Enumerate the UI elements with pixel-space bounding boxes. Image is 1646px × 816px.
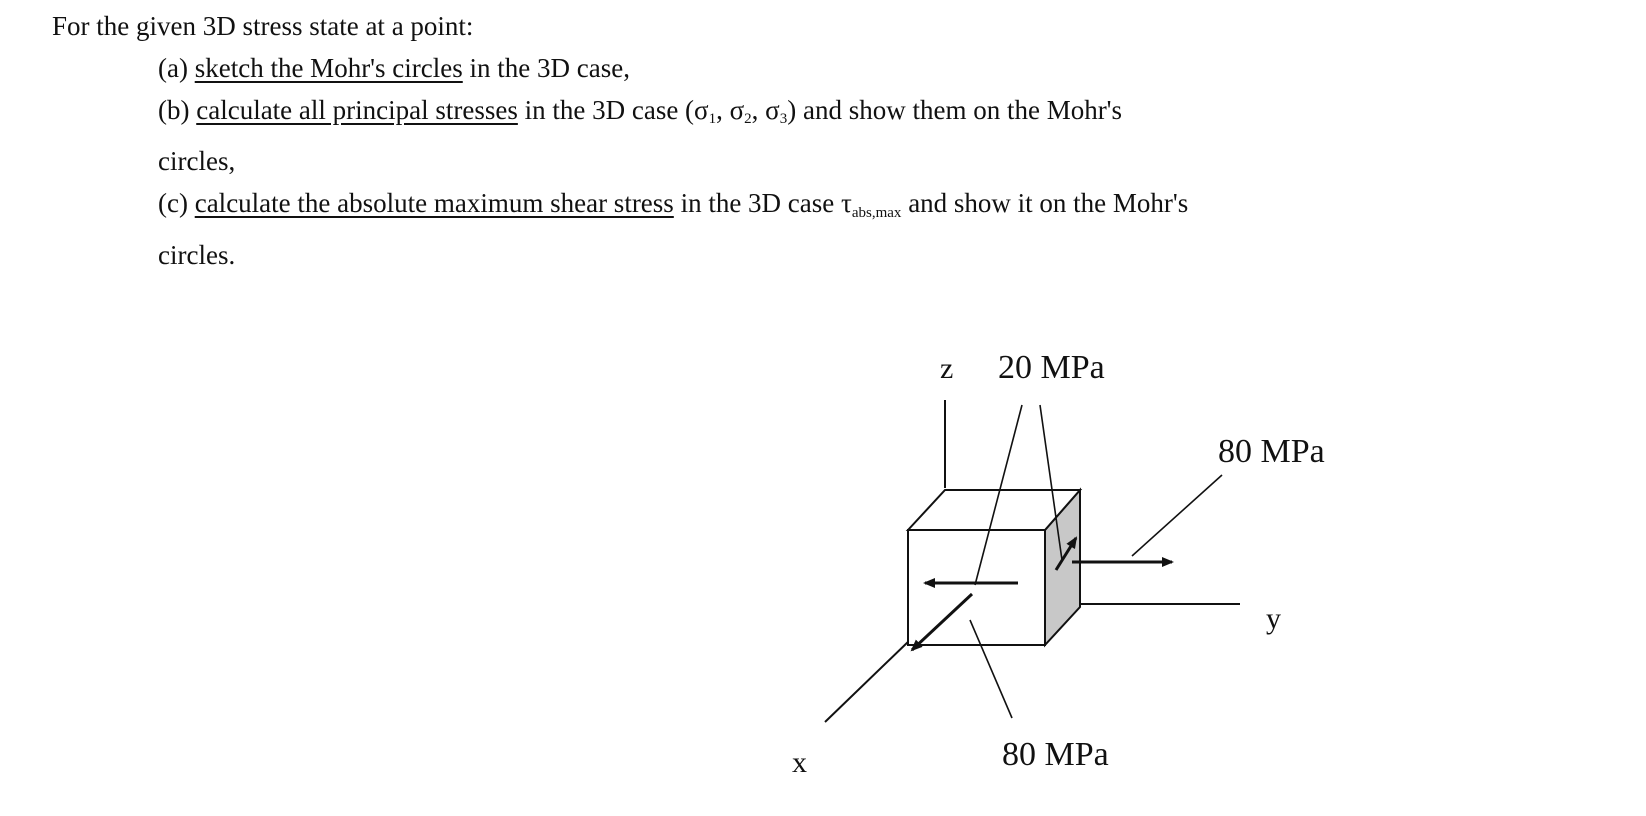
part-b-text: in the 3D case (σ: [517, 95, 709, 125]
x-axis-label: x: [792, 746, 807, 779]
part-b-sep2: , σ: [751, 95, 780, 125]
sigma2-subscript: 2: [744, 111, 752, 127]
part-a-rest: in the 3D case,: [462, 53, 630, 83]
tau-subscript: abs,max: [851, 205, 902, 221]
part-c-text: in the 3D case τ: [673, 188, 852, 218]
z-axis-label: z: [940, 352, 954, 385]
part-c-continuation: circles.: [158, 240, 236, 270]
label-80mpa-bottom: 80 MPa: [1002, 736, 1109, 773]
leader-80mpa-right: [1132, 475, 1222, 556]
label-20mpa: 20 MPa: [998, 349, 1105, 386]
x-axis-line: [825, 640, 910, 722]
part-b-task: calculate all principal stresses: [196, 95, 518, 125]
part-a-task: sketch the Mohr's circles: [194, 53, 463, 83]
part-c-label: (c): [158, 188, 195, 218]
sigma1-subscript: 1: [708, 111, 717, 127]
problem-intro: For the given 3D stress state at a point:: [52, 11, 474, 41]
part-a-label: (a): [158, 53, 195, 83]
part-b-text-end: ) and show them on the Mohr's: [787, 95, 1123, 125]
sigma3-subscript: 3: [779, 111, 788, 127]
part-c-task: calculate the absolute maximum shear stress: [194, 188, 674, 218]
part-b-continuation: circles,: [158, 146, 236, 176]
part-b-sep1: , σ: [716, 95, 745, 125]
part-c-text-end: and show it on the Mohr's: [901, 188, 1189, 218]
part-b-label: (b): [158, 95, 197, 125]
y-axis-label: y: [1266, 602, 1281, 635]
cube-front-face: [908, 530, 1045, 645]
label-80mpa-right: 80 MPa: [1218, 433, 1325, 470]
